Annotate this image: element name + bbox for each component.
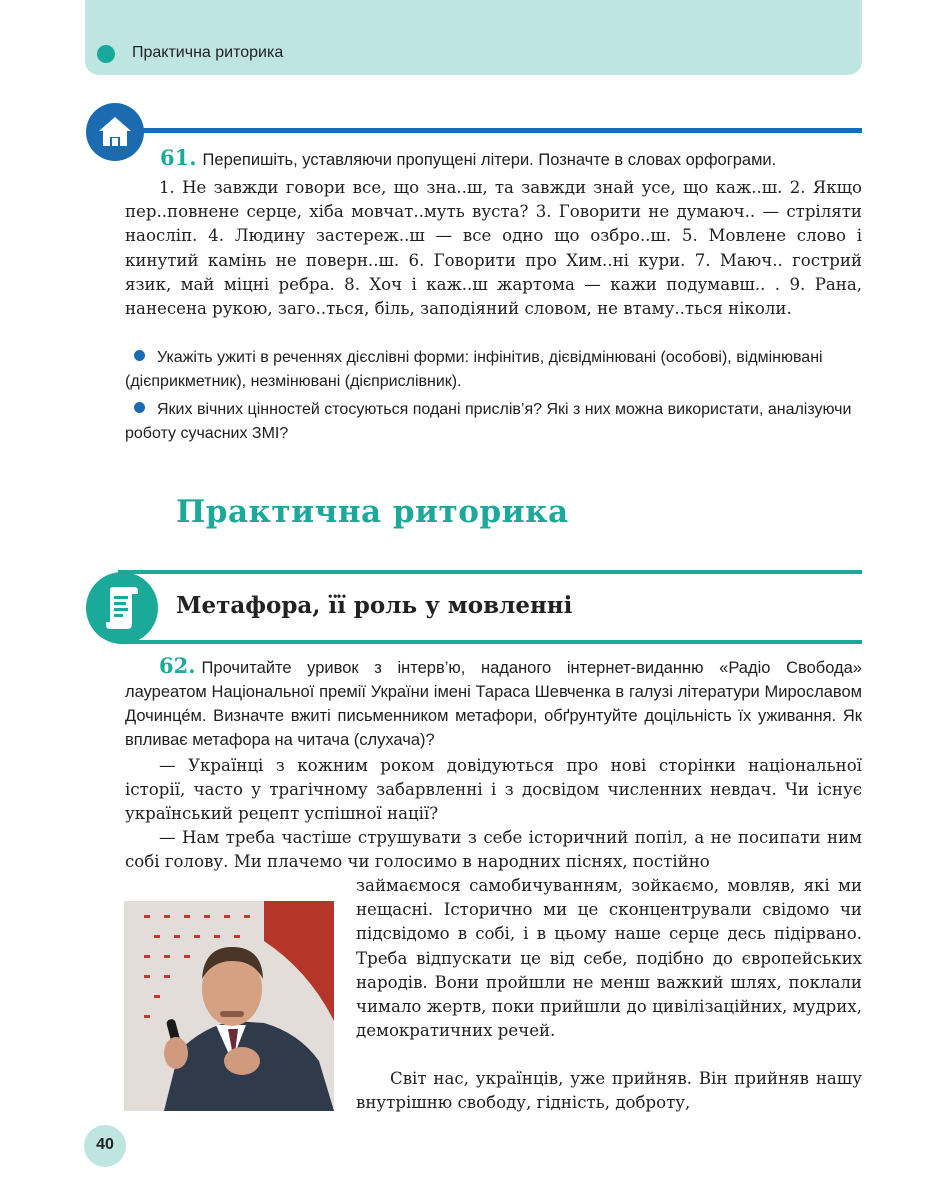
running-header bbox=[85, 0, 862, 75]
exercise-61-proverbs: 1. Не завжди говори все, що зна..ш, та завжди знай усе, що каж..ш. 2. Якщо пер..повнене серце, хіба мовчат..муть вуста? 3. Говорити не думаюч.. — стріляти наосліп. 4. Людину застереж..ш — все одно що озбро..ш. 5. Мовлене слово і кинутий камінь не поверн..ш. 6. Говорити про Хим..ні кури. 7. Маюч.. гострий язик, май міцні ребра. 8. Хоч і каж..ш жартома — кажи подумавш.. . 9. Рана, нанесена рукою, заго..ться, біль, заподіяний словом, не втаму..ться ніколи. bbox=[125, 178, 862, 319]
header-title: Практична риторика bbox=[132, 44, 284, 61]
interview-question: — Українці з кожним роком довідуються про нові сторінки національної історії, часто у трагічному забарвленні і з досвідом численних невдач. Чи існує український рецепт успішної нації? bbox=[125, 756, 862, 824]
interview-answer-final: Світ нас, українців, уже прийняв. Він прийняв нашу внутрішню свободу, гідність, доброту, bbox=[356, 1069, 862, 1113]
section-title: Практична риторика bbox=[176, 494, 569, 530]
exercise-62-number: 62. bbox=[159, 653, 196, 678]
exercise-61-task bbox=[160, 146, 862, 172]
exercise-62-task bbox=[125, 654, 862, 752]
exercise-61-bullet-1 bbox=[125, 346, 862, 394]
bullet-1-text: Укажіть ужиті в реченнях дієслівні форми: інфінітив, дієвідмінювані (особові), відмінювані (дієприкметник), незмінювані (дієприслівник). bbox=[125, 349, 823, 390]
topic-title: Метафора, її роль у мовленні bbox=[176, 592, 573, 619]
author-photo bbox=[124, 901, 334, 1111]
exercise-divider bbox=[140, 128, 862, 133]
exercise-61-instructions: Перепишіть, уставляючи пропущені літери. Позначте в словах орфограми. bbox=[202, 151, 777, 169]
interview-answer-start: — Нам треба частіше струшувати з себе історичний попіл, а не посипати ним собі голову. Ми плачемо чи голосимо в народних піснях, постійно bbox=[125, 828, 862, 872]
scroll-document-icon bbox=[86, 572, 158, 644]
exercise-62-instructions: Прочитайте уривок з інтерв’ю, наданого інтернет-виданню «Радіо Свобода» лауреатом Національної премії України імені Тараса Шевченка в галузі літератури Мирославом Дочинце́м. Визначте вжиті письменником метафори, обґрунтуйте доцільність їх уживання. Як впливає метафора на читача (слухача)? bbox=[125, 659, 862, 749]
exercise-61-bullet-2 bbox=[125, 398, 862, 446]
bullet-2-text: Яких вічних цінностей стосуються подані прислів’я? Які з них можна використати, аналізуючи роботу сучасних ЗМІ? bbox=[125, 401, 852, 442]
page-number: 40 bbox=[96, 1136, 114, 1153]
header-bullet-icon bbox=[97, 45, 115, 63]
homework-home-icon bbox=[86, 103, 144, 161]
bullet-icon bbox=[134, 402, 145, 413]
exercise-61-number: 61. bbox=[160, 145, 197, 170]
topic-rule-bottom bbox=[118, 640, 862, 644]
page-number-badge bbox=[84, 1125, 126, 1167]
topic-rule-top bbox=[118, 570, 862, 574]
bullet-icon bbox=[134, 350, 145, 361]
interview-answer-continued: займаємося самобичуванням, зойкаємо, мовляв, які ми нещасні. Історично ми це сконцентрували свідомо чи підсвідомо в собі, і в цьому наше серце десь підірвано. Треба відпускати це від себе, подібно до європейських народів. Вони пройшли не менш важкий шлях, поклали чимало жертв, поки прийшли до цивілізаційних, мудрих, демократичних речей. bbox=[356, 876, 862, 1041]
